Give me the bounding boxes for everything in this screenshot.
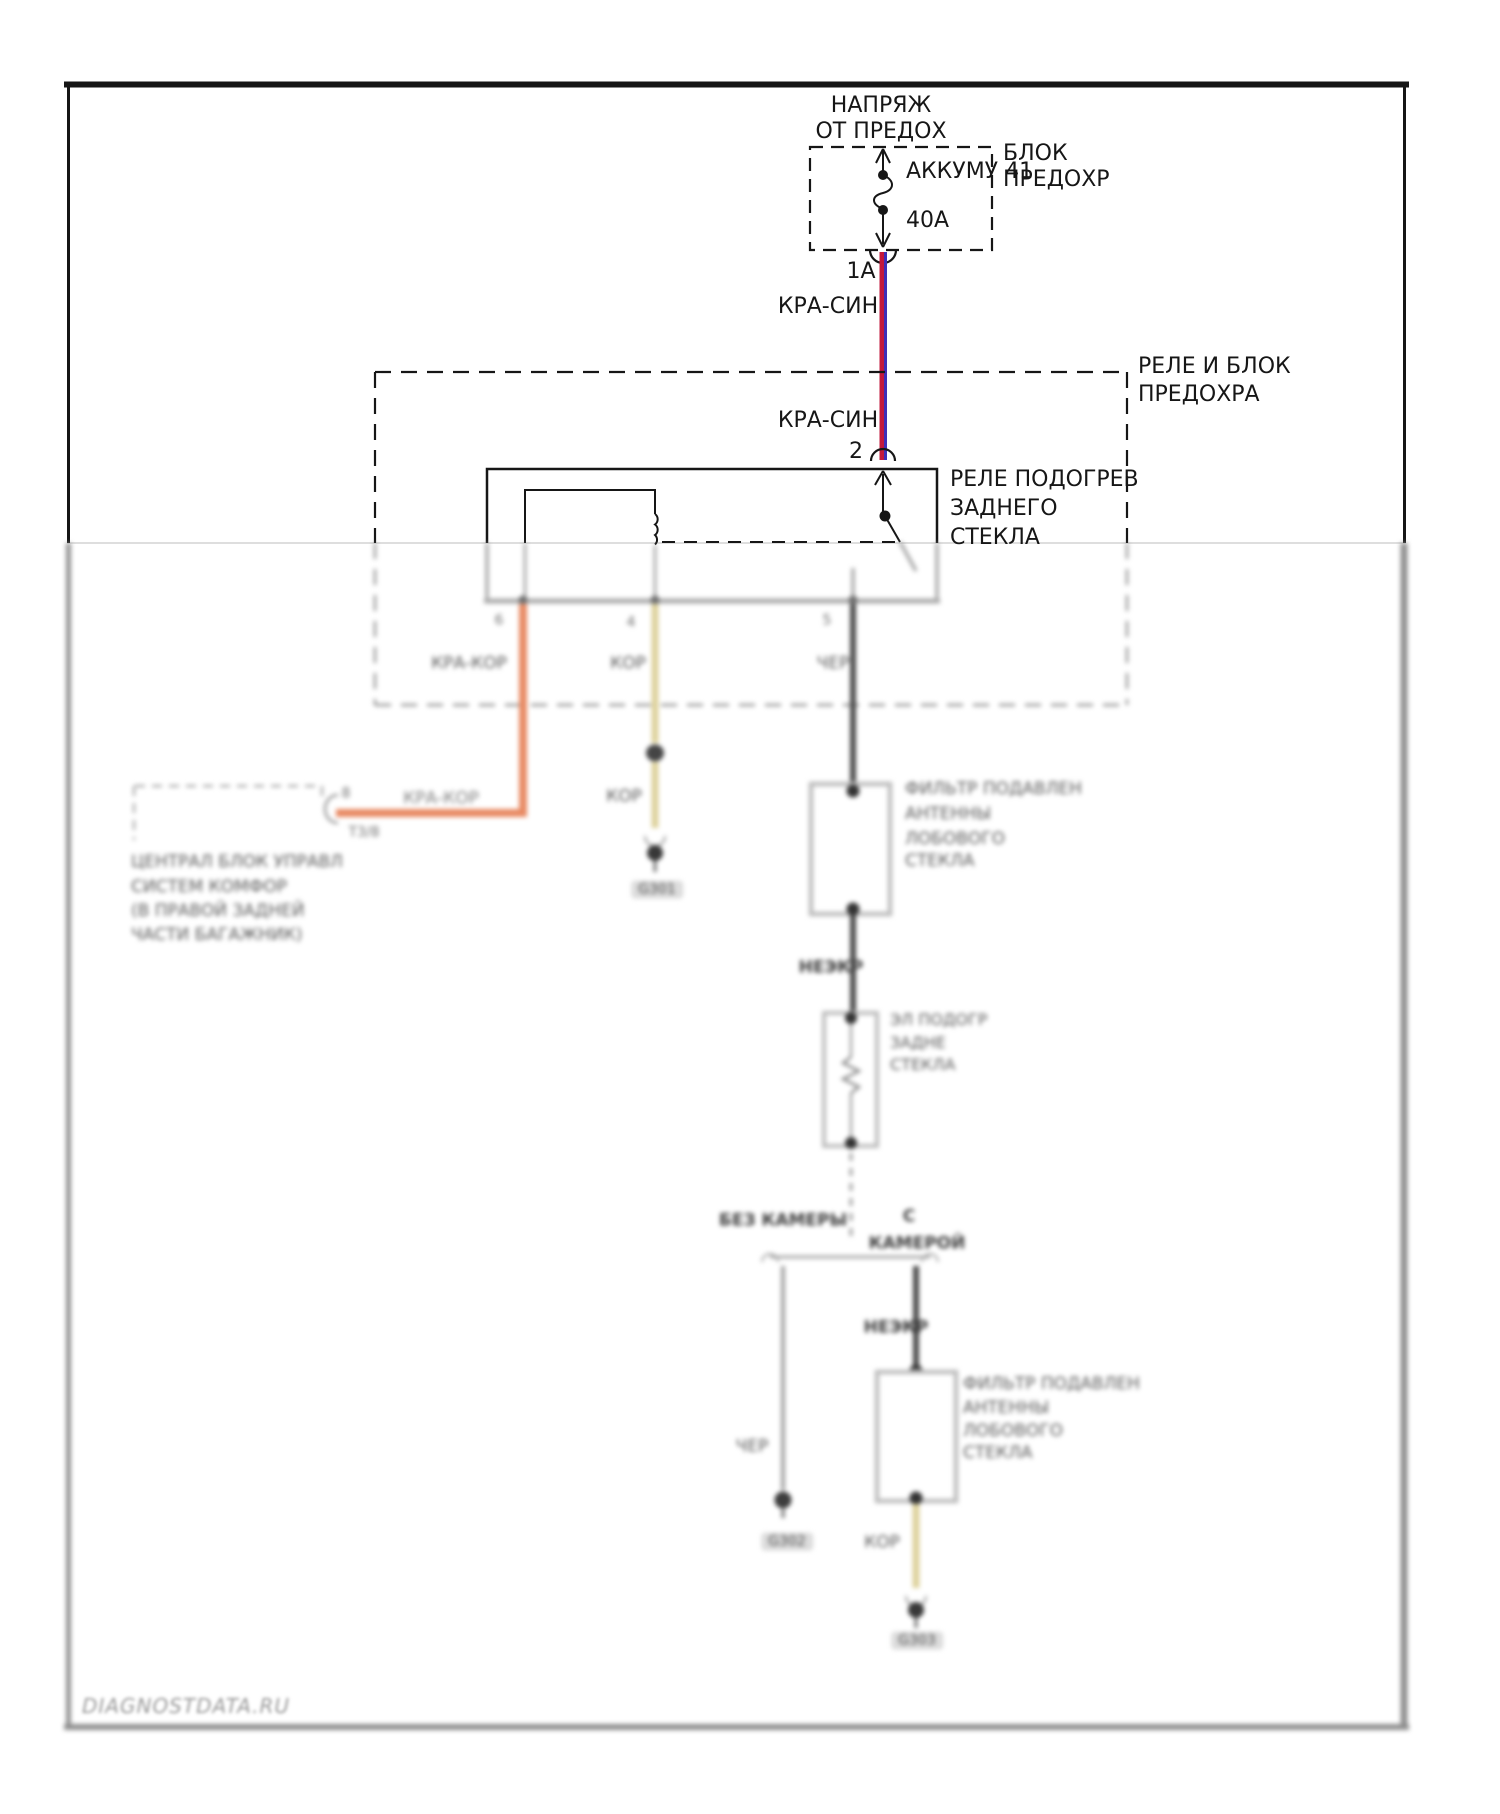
- filter1-name-line1: ФИЛЬТР ПОДАВЛЕН: [905, 779, 1082, 799]
- fuse-block-name-line2: ПРЕДОХР: [1003, 167, 1110, 192]
- module-name-line4: ЧАСТИ БАГАЖНИК): [131, 925, 303, 945]
- variant-left-branch: [775, 1266, 792, 1518]
- page-border-bottom: [64, 543, 1409, 1730]
- wire-orange: [336, 604, 523, 813]
- relay-input-wire-color-label: КРА-СИН: [777, 407, 879, 433]
- relay-name-line1: РЕЛЕ ПОДОГРЕВ: [950, 467, 1139, 492]
- noise-filter-box-2: [877, 1372, 956, 1501]
- ground-label-2: G302: [761, 1532, 813, 1551]
- filter1-name-line3: ЛОБОВОГО: [905, 829, 1005, 849]
- defogger-main-branch: [762, 604, 938, 1262]
- relay-region-name-line1: РЕЛЕ И БЛОК: [1138, 354, 1291, 379]
- wire-left-color-label: КРА-КОР: [431, 653, 507, 674]
- element-name-line1: ЭЛ ПОДОГР: [890, 1010, 988, 1029]
- voltage-source-title-line1: НАПРЯЖ: [830, 92, 932, 118]
- relay-name-line2: ЗАДНЕГО: [950, 496, 1058, 521]
- filter1-name-line2: АНТЕННЫ: [905, 804, 992, 824]
- bottom-wire-label: КОР: [864, 1532, 900, 1553]
- comfort-module-box: [134, 786, 322, 840]
- coil-ground-wire-label: КОР: [606, 786, 642, 807]
- relay-pin-right: 5: [822, 612, 832, 629]
- element-name-line2: ЗАДНЕ: [890, 1033, 946, 1052]
- relay-box-bottom: [484, 542, 940, 601]
- watermark: DIAGNOSTDATA.RU: [82, 1694, 291, 1718]
- relay-pin-left: 6: [494, 612, 504, 629]
- fuse-rating: 40A: [906, 208, 950, 233]
- module-name-line1: ЦЕНТРАЛ БЛОК УПРАВЛ: [131, 852, 343, 872]
- wire-mid-color-label: КОР: [610, 653, 646, 674]
- voltage-source-title-line2: ОТ ПРЕДОХ: [815, 118, 947, 144]
- coil-ground-branch: [645, 604, 665, 872]
- filter2-name-line2: АНТЕННЫ: [963, 1398, 1050, 1418]
- fuse-output-pin: 1A: [846, 258, 876, 284]
- filter2-name-line3: ЛОБОВОГО: [963, 1421, 1063, 1441]
- element-name-line3: СТЕКЛА: [890, 1055, 956, 1074]
- variant-left-label: БЕЗ КАМЕРЫ: [718, 1210, 848, 1231]
- fuse-name: АККУМУ 41: [906, 159, 1034, 184]
- variant-right-label-line2: КАМЕРОЙ: [868, 1233, 966, 1254]
- wire-note-2: НЕЭКР: [863, 1317, 929, 1338]
- power-wire-color-label: КРА-СИН: [777, 293, 879, 319]
- module-wire-color-label: КРА-КОР: [403, 788, 479, 809]
- wire-note-1: НЕЭКР: [798, 957, 864, 978]
- wire-right-color-label: ЧЕР: [816, 653, 850, 674]
- filter2-name-line1: ФИЛЬТР ПОДАВЛЕН: [963, 1374, 1140, 1394]
- ground-label-3: G303: [891, 1631, 943, 1650]
- relay-name-line3: СТЕКЛА: [950, 525, 1040, 550]
- filter2-name-line4: СТЕКЛА: [963, 1443, 1033, 1463]
- ground-dot-2: [775, 1492, 792, 1509]
- module-name-line3: (В ПРАВОЙ ЗАДНЕЙ: [131, 901, 305, 921]
- variant-right-label-line1: С: [902, 1206, 916, 1227]
- ground-dot-3: [908, 1602, 924, 1618]
- left-branch-wire-label: ЧЕР: [735, 1436, 769, 1457]
- relay-blade-blurred: [900, 542, 916, 571]
- noise-filter-box-1: [811, 784, 890, 914]
- module-pin: 8: [341, 785, 351, 802]
- relay-pin-mid: 4: [626, 614, 636, 631]
- relay-region-name-line2: ПРЕДОХРА: [1138, 382, 1260, 407]
- filter1-name-line4: СТЕКЛА: [905, 851, 975, 871]
- module-connector-code: Т3/8: [348, 824, 380, 841]
- fuse-block-name-line1: БЛОК: [1003, 141, 1068, 166]
- ground-dot-1: [647, 845, 663, 861]
- connector-cup-ground1: [645, 836, 665, 846]
- splice-dot: [646, 745, 664, 762]
- ground-label-1: G301: [631, 880, 683, 899]
- relay-input-pin: 2: [849, 438, 863, 464]
- module-name-line2: СИСТЕМ КОМФОР: [131, 877, 288, 897]
